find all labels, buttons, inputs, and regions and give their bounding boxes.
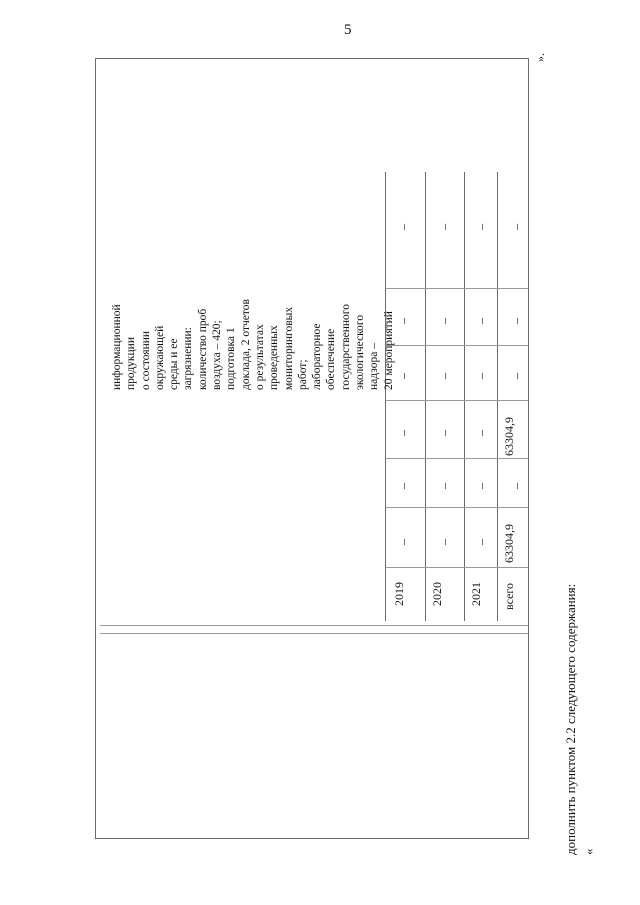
row-year: 2021 [469,582,483,606]
row-year: 2020 [430,582,444,606]
col-sep-4 [497,172,498,621]
table-cell: – [396,373,410,379]
table-cell: – [396,318,410,324]
col-sep-2 [425,172,426,621]
table-cell: – [437,318,451,324]
row-sep-3 [385,400,528,401]
row-sep-5 [385,507,528,508]
table-cell: 63304,9 [502,417,516,456]
row-year: 2019 [392,582,406,606]
row-sep-6 [385,567,528,568]
row-sep-7 [100,625,528,626]
table-cell: – [474,539,488,545]
table-cell: – [396,483,410,489]
row-sep-2 [385,345,528,346]
row-sep-8 [100,633,528,634]
table-cell: – [474,318,488,324]
table-right-border [528,58,529,839]
table-cell: – [509,373,523,379]
table-bottom-border [95,838,529,839]
table-cell: – [509,224,523,230]
table-cell: – [437,483,451,489]
page-number: 5 [344,22,352,38]
table-cell: – [396,224,410,230]
footer-quote-open: « [581,848,596,855]
table-cell: – [437,373,451,379]
col-sep-3 [464,172,465,621]
footer-instruction: дополнить пунктом 2.2 следующего содержания: [563,583,578,855]
table-cell: – [474,483,488,489]
closing-quote-mark: ». [533,53,547,62]
description-cell: информационной продукции о состоянии окружающей среды и ее загрязнении: количество проб воздуха – 420; подготовка 1 доклада, 2 отчетов о результатах проведенных мониторинговых работ; лабораторное обеспечение государственного экологического надзора – 20 мероприятий [111,299,395,390]
table-cell: 63304,9 [502,524,516,563]
table-cell: – [509,318,523,324]
table-cell: – [509,483,523,489]
table-left-border [95,58,96,839]
table-cell: – [396,539,410,545]
table-cell: – [474,430,488,436]
table-cell: – [396,430,410,436]
table-cell: – [474,224,488,230]
table-top-border [95,58,529,59]
table-cell: – [474,373,488,379]
table-cell: – [437,430,451,436]
table-cell: – [437,539,451,545]
table-cell: – [437,224,451,230]
row-year: всего [502,582,516,610]
row-sep-4 [385,458,528,459]
row-sep-1 [385,288,528,289]
